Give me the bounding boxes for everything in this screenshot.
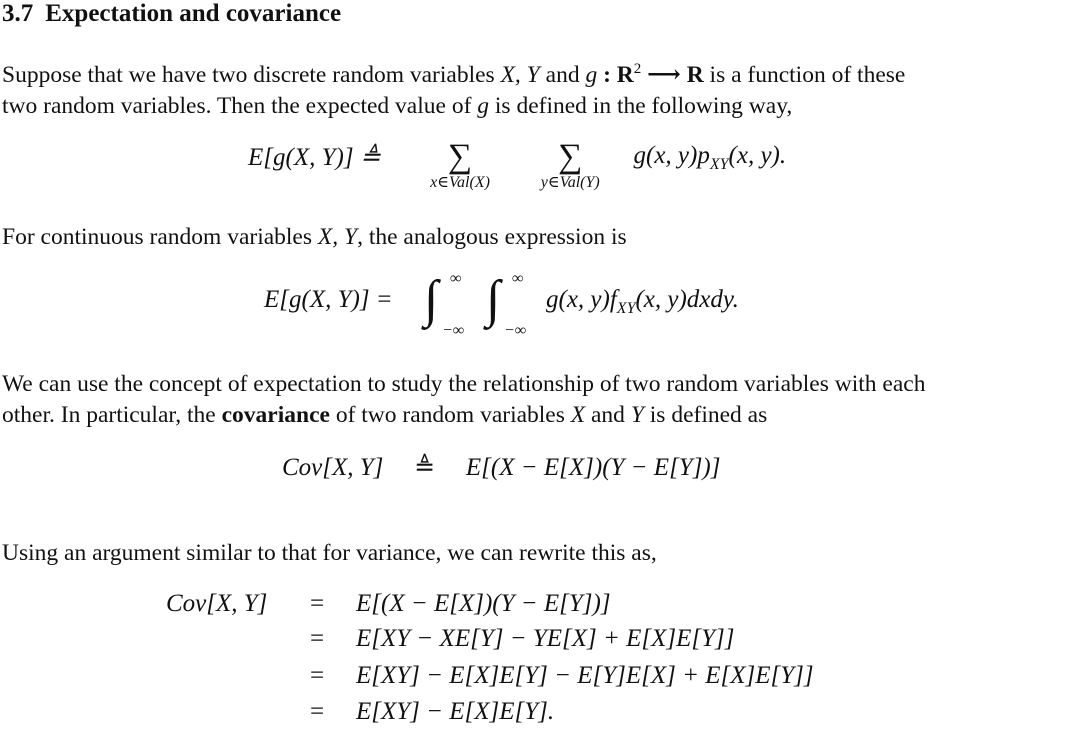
- integral-x: ∫: [424, 271, 439, 328]
- eq4-row: E[XY − XE[Y] − YE[X] + E[X]E[Y]]: [356, 625, 735, 652]
- section-number: 3.7: [2, 0, 34, 27]
- eq3-lhs: Cov[X, Y]: [282, 454, 384, 481]
- text-run: is defined in the following way,: [489, 92, 793, 119]
- sum-symbol: ∑: [558, 138, 583, 175]
- integral-x-lower: −∞: [442, 322, 465, 339]
- text-run: and: [585, 402, 631, 428]
- math-var: X: [570, 402, 586, 428]
- eq1-rhs-main: g(x, y)p: [633, 142, 710, 169]
- paragraph-line: [2, 54, 1074, 91]
- math-codomain: ⟶ R: [641, 61, 704, 88]
- eq4-row: E[XY] − E[X]E[Y].: [356, 698, 555, 725]
- paragraph-line: [2, 222, 1074, 253]
- integral-y: ∫: [486, 271, 501, 328]
- math-var: g: [585, 61, 598, 88]
- text-run: and: [539, 61, 586, 88]
- sum-symbol: ∑: [447, 138, 473, 175]
- eq2-rhs-main: g(x, y)f: [546, 286, 617, 313]
- text-run: For continuous random variables: [2, 224, 318, 250]
- eq3-relation: ≜: [414, 454, 436, 481]
- sum-y-label: y∈Val(Y): [540, 174, 600, 191]
- eq4-row: E[(X − E[X])(Y − E[Y])]: [356, 590, 611, 617]
- paragraph-continuous: [2, 222, 1074, 253]
- math-exponent: 2: [633, 61, 642, 77]
- eq4-row: E[XY] − E[X]E[Y] − E[Y]E[X] + E[X]E[Y]]: [356, 662, 814, 689]
- math-var: X, Y: [500, 61, 540, 88]
- eq4-relation: =: [310, 698, 325, 725]
- paragraph-line: Using an argument similar to that for variance, we can rewrite this as,: [2, 540, 657, 566]
- section-heading: [2, 0, 341, 28]
- math-var: g: [477, 92, 490, 119]
- text-run: is defined as: [643, 402, 768, 428]
- eq1-lhs: E[g(X, Y)] ≜: [248, 144, 381, 171]
- paragraph-rewrite: [2, 538, 1074, 569]
- equation-covariance-definition: [282, 452, 720, 482]
- eq1-rhs-sub: XY: [709, 156, 729, 173]
- text-run: two random variables. Then the expected value of: [2, 92, 478, 119]
- eq2-rhs-tail: (x, y)dxdy.: [635, 286, 739, 313]
- eq4-relation: =: [310, 662, 325, 689]
- math-var: X, Y: [317, 224, 358, 250]
- sum-x: [405, 140, 515, 192]
- equation-discrete-expectation: [248, 140, 786, 192]
- sum-x-label: x∈Val(X): [430, 174, 490, 191]
- paragraph-line: [2, 91, 1074, 122]
- text-run: Suppose that we have two discrete random variables: [2, 61, 501, 88]
- eq3-rhs: E[(X − E[X])(Y − E[Y])]: [465, 454, 721, 481]
- text-run: of two random variables: [329, 402, 571, 428]
- integral-y-lower: −∞: [504, 322, 527, 339]
- text-run: other. In particular, the: [2, 402, 222, 428]
- eq1-rhs: [634, 140, 787, 174]
- math-domain: : R: [597, 61, 634, 88]
- sum-y: [521, 140, 619, 192]
- integral-x-upper: ∞: [450, 270, 462, 287]
- paragraph-line: [2, 400, 1074, 431]
- eq4-lhs: Cov[X, Y]: [166, 590, 268, 617]
- eq1-rhs-tail: (x, y).: [728, 142, 787, 169]
- paragraph-discrete: [2, 54, 1074, 122]
- paragraph-line: We can use the concept of expectation to study the relationship of two random variables with each: [2, 371, 926, 397]
- math-var: Y: [630, 402, 644, 428]
- paragraph-covariance-intro: [2, 369, 1074, 431]
- section-title: Expectation and covariance: [45, 0, 342, 27]
- text-run: , the analogous expression is: [357, 224, 627, 250]
- text-run: is a function of these: [703, 61, 906, 88]
- eq2-lhs: E[g(X, Y)] =: [264, 286, 393, 313]
- integral-y-upper: ∞: [512, 270, 524, 287]
- eq4-relation: =: [310, 625, 325, 652]
- eq2-rhs-sub: XY: [616, 300, 636, 317]
- eq2-rhs: [546, 286, 739, 318]
- term-covariance: covariance: [221, 402, 330, 428]
- eq4-relation: =: [310, 590, 325, 617]
